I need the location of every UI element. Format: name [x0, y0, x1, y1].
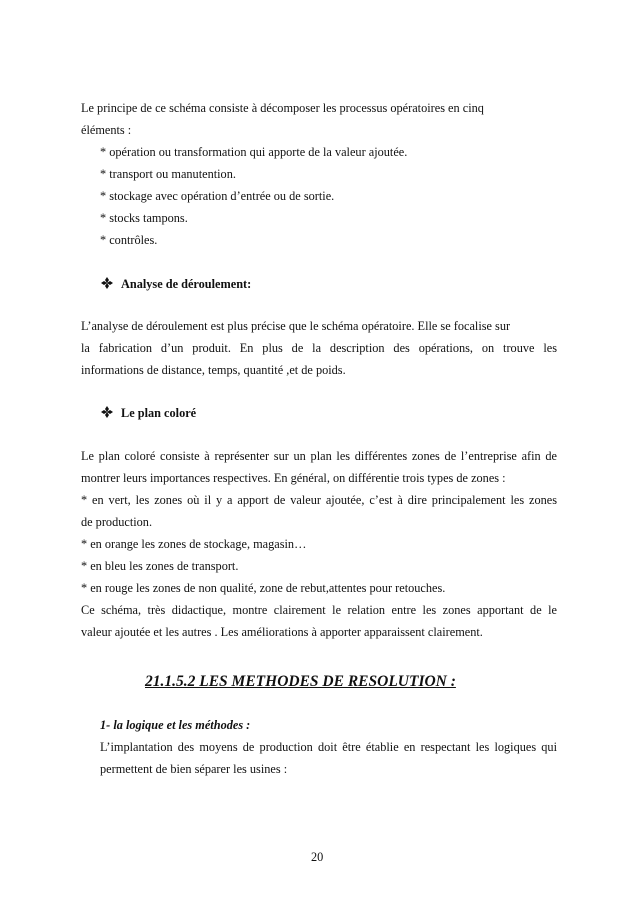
diamond-bullet-icon [101, 406, 113, 418]
plan-line: de production. [81, 515, 153, 529]
page-number: 20 [311, 850, 324, 864]
plan-line: * en orange les zones de stockage, magasin… [81, 537, 307, 551]
plan-line: * en vert, les zones où il y a apport de valeur ajoutée, c’est à dire principalement les zones [81, 493, 557, 507]
intro-list-item: * opération ou transformation qui apporte de la valeur ajoutée. [100, 145, 408, 159]
sub-heading: 1- la logique et les méthodes : [100, 718, 251, 732]
intro-line-1: Le principe de ce schéma consiste à décomposer les processus opératoires en cinq [81, 101, 484, 115]
intro-list-item: * stockage avec opération d’entrée ou de sortie. [100, 189, 335, 203]
diamond-bullet-icon [101, 277, 113, 289]
plan-line: Ce schéma, très didactique, montre clairement le relation entre les zones apportant de le [81, 603, 557, 617]
analyse-line: L’analyse de déroulement est plus précise que le schéma opératoire. Elle se focalise sur [81, 319, 511, 333]
intro-line-2: éléments : [81, 123, 132, 137]
intro-list-item: * stocks tampons. [100, 211, 188, 225]
plan-line: * en rouge les zones de non qualité, zone de rebut,attentes pour retouches. [81, 581, 446, 595]
analyse-line: la fabrication d’un produit. En plus de la description des opérations, on trouve les [81, 341, 557, 355]
plan-line: valeur ajoutée et les autres . Les améliorations à apporter apparaissent clairement. [81, 625, 483, 639]
analyse-line: informations de distance, temps, quantité ,et de poids. [81, 363, 346, 377]
plan-line: montrer leurs importances respectives. En général, on différentie trois types de zones : [81, 471, 506, 485]
intro-list-item: * transport ou manutention. [100, 167, 236, 181]
section-title: 21.1.5.2 LES METHODES DE RESOLUTION : [145, 673, 456, 690]
plan-line: * en bleu les zones de transport. [81, 559, 239, 573]
intro-list-item: * contrôles. [100, 233, 158, 247]
section-line: L’implantation des moyens de production doit être établie en respectant les logiques qui [100, 740, 557, 754]
plan-line: Le plan coloré consiste à représenter sur un plan les différentes zones de l’entreprise afin de [81, 449, 557, 463]
heading-plan: Le plan coloré [121, 406, 197, 420]
heading-analyse: Analyse de déroulement: [121, 277, 252, 291]
section-line: permettent de bien séparer les usines : [100, 762, 288, 776]
